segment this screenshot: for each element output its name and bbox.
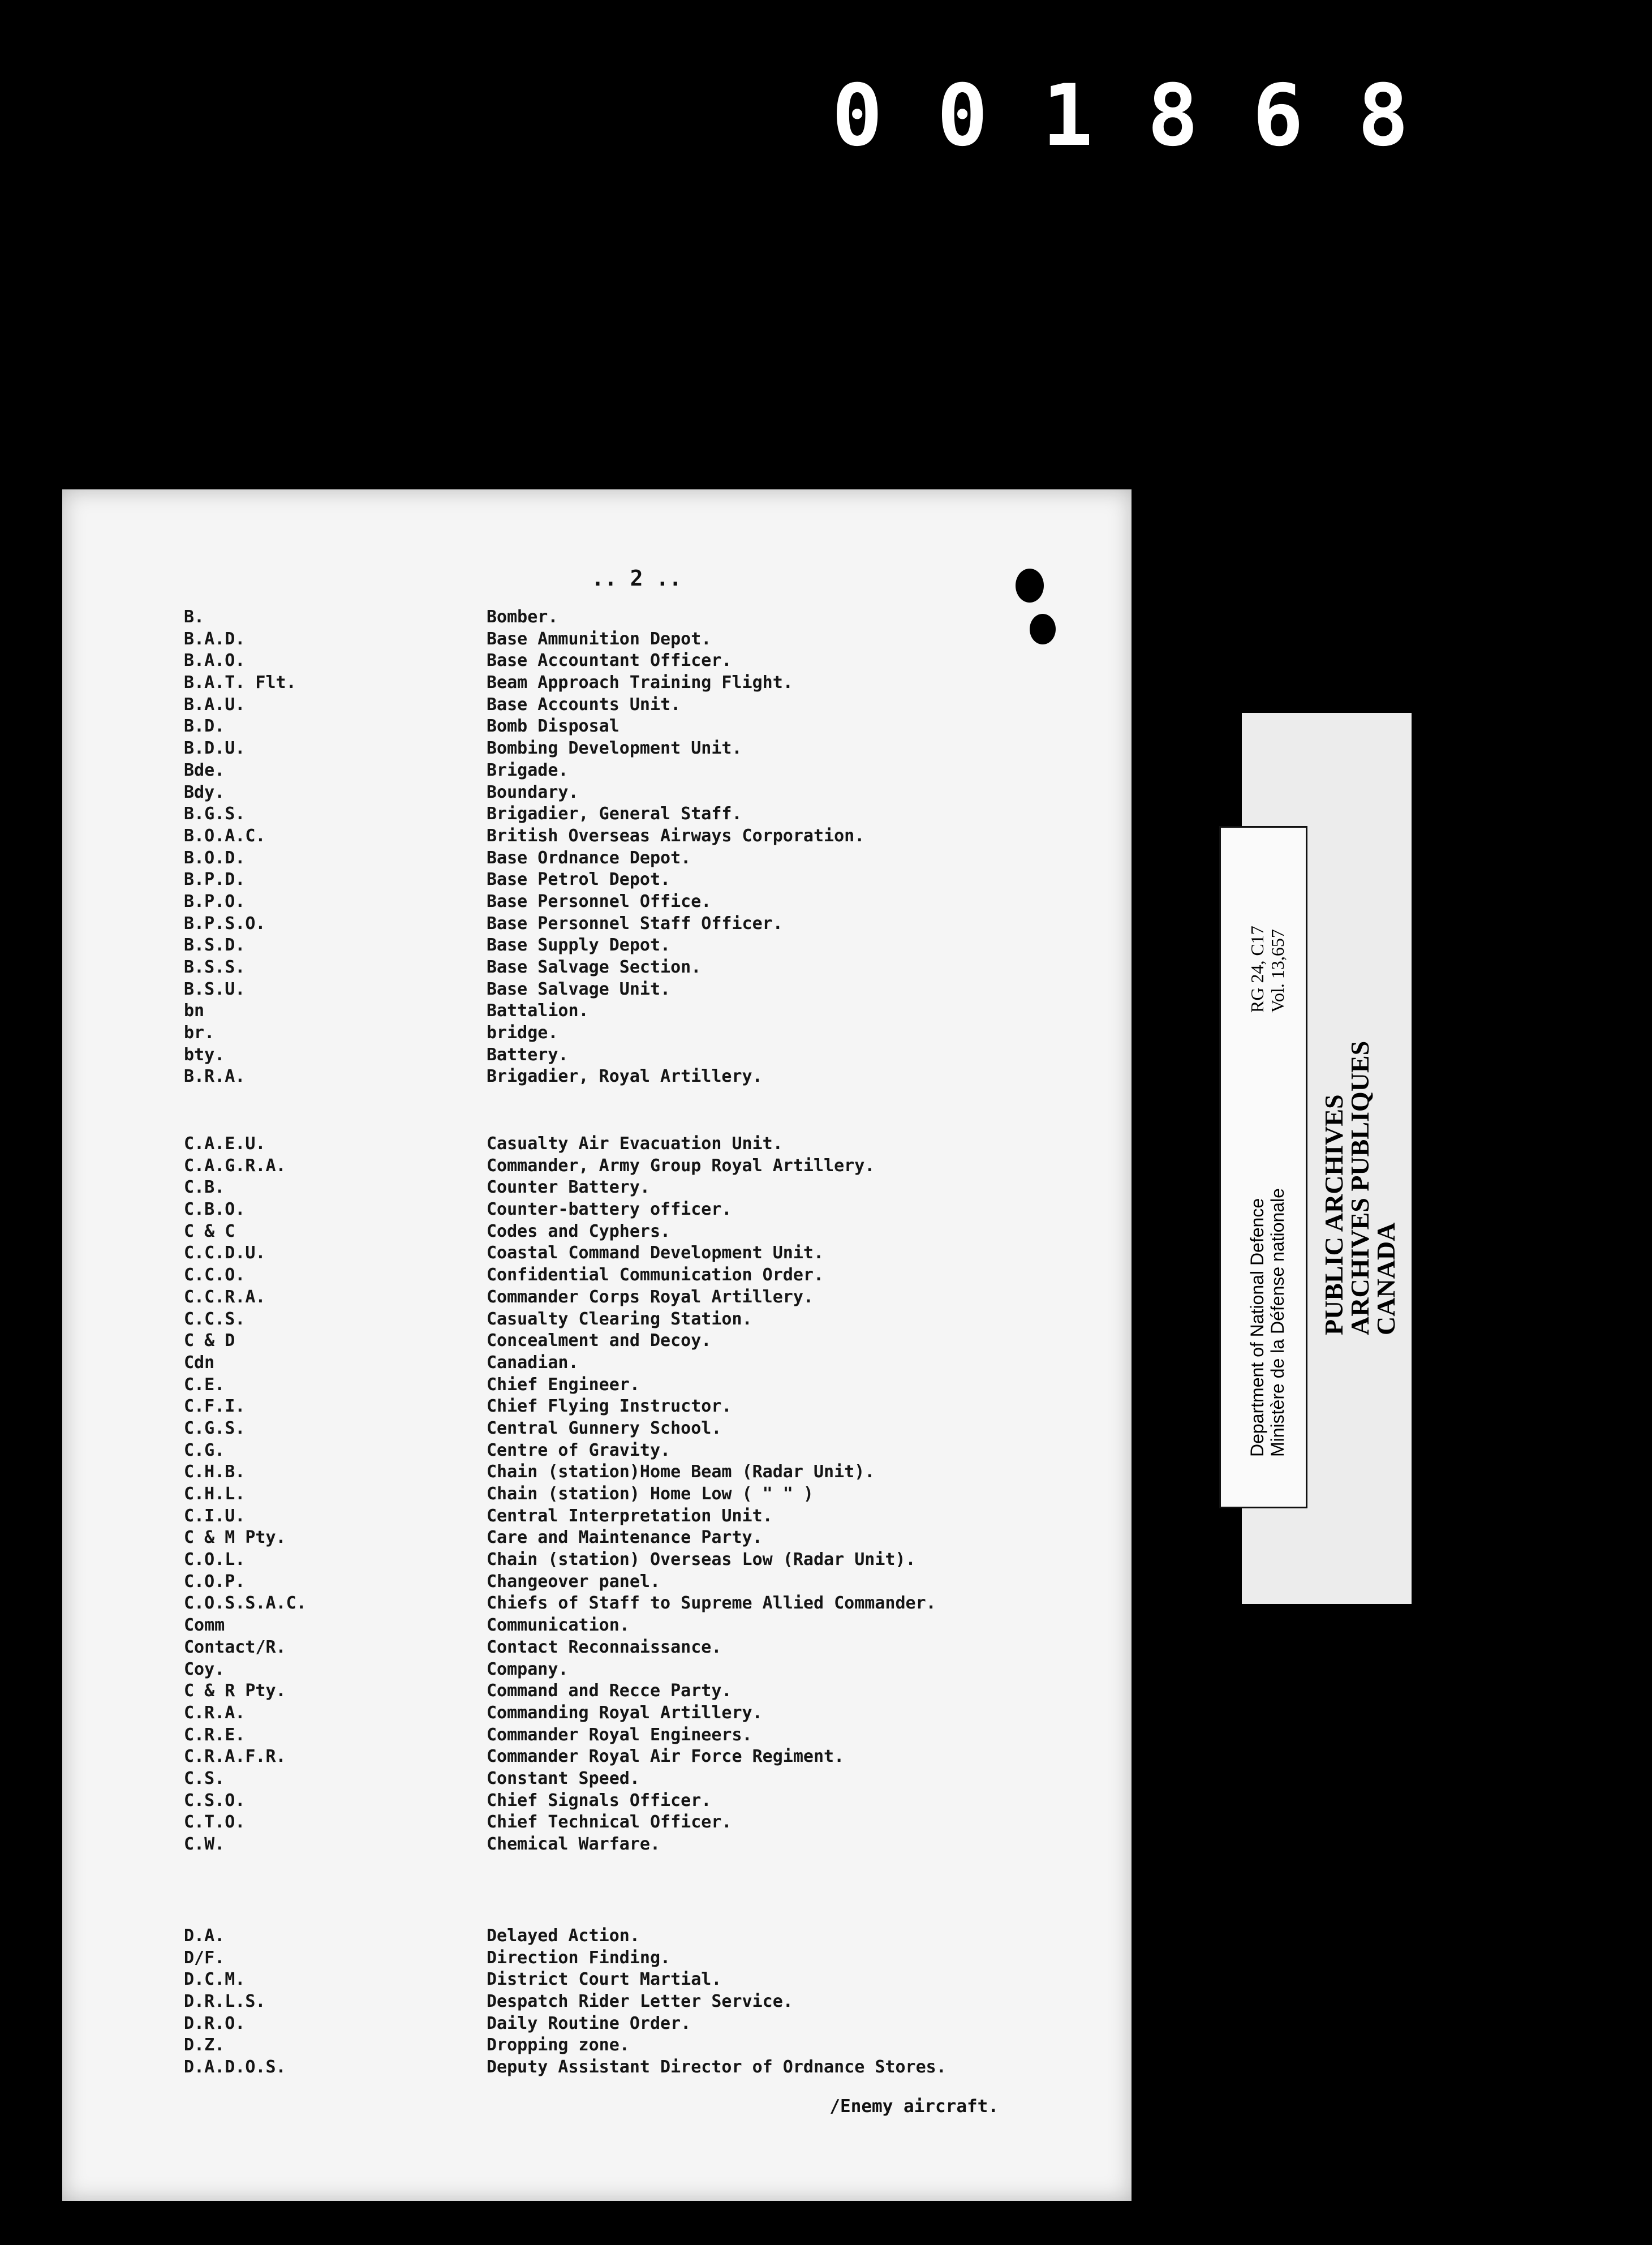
abbreviation-meaning: Confidential Communication Order.	[487, 1265, 824, 1285]
abbreviation: C.O.P.	[184, 1571, 246, 1592]
list-item	[62, 629, 1132, 651]
abbreviation: C & C	[184, 1221, 235, 1241]
list-item	[62, 1000, 1132, 1022]
list-item	[62, 1022, 1132, 1044]
abbreviation: C & R Pty.	[184, 1681, 286, 1701]
list-item	[62, 2035, 1132, 2057]
abbreviation-meaning: Base Supply Depot.	[487, 935, 671, 956]
abbreviation: D.A.	[184, 1926, 225, 1946]
abbreviation-meaning: Company.	[487, 1659, 569, 1679]
abbreviation: B.A.T. Flt.	[184, 673, 296, 693]
list-item	[62, 694, 1132, 716]
list-item	[62, 1440, 1132, 1462]
list-item	[62, 1790, 1132, 1812]
abbreviation-meaning: Daily Routine Order.	[487, 2013, 691, 2033]
abbreviation: C.H.B.	[184, 1462, 246, 1482]
abbreviation-meaning: Communication.	[487, 1615, 630, 1636]
abbreviation-meaning: Chain (station)Home Beam (Radar Unit).	[487, 1462, 875, 1482]
list-item	[62, 1991, 1132, 2013]
archive-name-fr: ARCHIVES PUBLIQUES	[1345, 1040, 1374, 1335]
frame-digit: 0	[832, 67, 883, 165]
list-item	[62, 1177, 1132, 1199]
abbreviation: C.O.L.	[184, 1550, 246, 1570]
abbreviation: C.H.L.	[184, 1484, 246, 1504]
document-page	[62, 489, 1132, 2201]
abbreviation: Cdn	[184, 1352, 215, 1373]
abbreviation-meaning: Base Salvage Section.	[487, 957, 702, 977]
list-item	[62, 1812, 1132, 1834]
abbreviation-meaning: Chemical Warfare.	[487, 1834, 661, 1854]
record-group: RG 24, C17	[1247, 926, 1267, 1013]
abbreviation-meaning: Commanding Royal Artillery.	[487, 1702, 763, 1723]
list-item	[62, 1461, 1132, 1483]
frame-digit: 1	[1042, 67, 1094, 165]
abbreviation: C.C.D.U.	[184, 1243, 266, 1263]
list-item	[62, 1947, 1132, 1969]
list-item	[62, 803, 1132, 825]
list-item	[62, 1724, 1132, 1747]
abbreviation: C.R.E.	[184, 1724, 246, 1745]
list-item	[62, 1834, 1132, 1856]
abbreviation-meaning: Casualty Clearing Station.	[487, 1309, 752, 1329]
abbreviation-meaning: Dropping zone.	[487, 2035, 630, 2055]
abbreviation: B.S.U.	[184, 979, 246, 999]
abbreviation-meaning: Base Salvage Unit.	[487, 979, 671, 999]
list-item	[62, 1680, 1132, 1702]
archive-department	[1247, 1188, 1288, 1457]
archive-stamp	[1321, 1041, 1399, 1335]
abbreviation: D.R.L.S.	[184, 1992, 266, 2012]
list-item	[62, 957, 1132, 979]
abbreviation-meaning: Despatch Rider Letter Service.	[487, 1992, 793, 2012]
abbreviation: C.I.U.	[184, 1506, 246, 1526]
list-item	[62, 848, 1132, 870]
abbreviation-meaning: Concealment and Decoy.	[487, 1331, 712, 1351]
abbreviation: B.P.O.	[184, 891, 246, 911]
list-item	[62, 1925, 1132, 1947]
abbreviation-meaning: District Court Martial.	[487, 1969, 722, 1990]
abbreviation: Bdy.	[184, 782, 225, 802]
abbreviation: C.G.	[184, 1440, 225, 1460]
abbreviation: D.C.M.	[184, 1969, 246, 1990]
abbreviation-meaning: Central Interpretation Unit.	[487, 1506, 773, 1526]
abbreviation-meaning: Chief Engineer.	[487, 1374, 640, 1395]
abbreviation-meaning: Chiefs of Staff to Supreme Allied Commander.	[487, 1593, 936, 1614]
abbreviation: C.S.	[184, 1768, 225, 1788]
archive-country: CANADA	[1371, 1222, 1400, 1335]
list-item	[62, 1702, 1132, 1724]
abbreviation: D.R.O.	[184, 2013, 246, 2033]
list-item	[62, 1593, 1132, 1615]
abbreviation-meaning: Changeover panel.	[487, 1571, 661, 1592]
abbreviations-section-b	[62, 607, 1132, 1088]
list-item	[62, 1309, 1132, 1331]
abbreviation: C.W.	[184, 1834, 225, 1854]
volume: Vol. 13,657	[1267, 929, 1288, 1013]
abbreviation-meaning: Commander Royal Engineers.	[487, 1724, 752, 1745]
list-item	[62, 1155, 1132, 1177]
abbreviation-meaning: Care and Maintenance Party.	[487, 1528, 763, 1548]
list-item	[62, 1330, 1132, 1352]
abbreviation-meaning: Base Petrol Depot.	[487, 870, 671, 890]
abbreviation: B.D.	[184, 716, 225, 737]
abbreviation-meaning: Battalion.	[487, 1001, 589, 1021]
abbreviation: B.O.A.C.	[184, 825, 266, 846]
list-item	[62, 825, 1132, 848]
department-fr: Ministère de la Défense nationale	[1267, 1188, 1288, 1457]
list-item	[62, 1615, 1132, 1637]
abbreviation-meaning: Base Personnel Staff Officer.	[487, 913, 783, 934]
list-item	[62, 1571, 1132, 1593]
abbreviation: B.A.D.	[184, 629, 246, 649]
list-item	[62, 1242, 1132, 1265]
abbreviation: C.C.O.	[184, 1265, 246, 1285]
abbreviation: B.A.O.	[184, 651, 246, 671]
list-item	[62, 738, 1132, 760]
abbreviation-meaning: Beam Approach Training Flight.	[487, 673, 793, 693]
abbreviation-meaning: Direction Finding.	[487, 1947, 671, 1968]
abbreviation: B.P.S.O.	[184, 913, 266, 934]
list-item	[62, 607, 1132, 629]
list-item	[62, 1221, 1132, 1243]
ink-blot	[1016, 569, 1044, 603]
list-item	[62, 1044, 1132, 1066]
abbreviation: C.A.G.R.A.	[184, 1155, 286, 1176]
list-item	[62, 1483, 1132, 1506]
list-item	[62, 760, 1132, 782]
abbreviation: B.A.U.	[184, 694, 246, 715]
abbreviation: C.C.R.A.	[184, 1287, 266, 1307]
frame-digit: 8	[1357, 67, 1409, 165]
abbreviation-meaning: Boundary.	[487, 782, 579, 802]
list-item	[62, 935, 1132, 957]
page-number: .. 2 ..	[591, 566, 682, 591]
list-item	[62, 1746, 1132, 1768]
department-en: Department of National Defence	[1247, 1198, 1267, 1457]
abbreviation: bn	[184, 1001, 205, 1021]
abbreviation-meaning: Battery.	[487, 1044, 569, 1065]
abbreviation-meaning: Central Gunnery School.	[487, 1418, 722, 1438]
abbreviation-meaning: Deputy Assistant Director of Ordnance Stores.	[487, 2057, 947, 2078]
list-item	[62, 913, 1132, 935]
list-item	[62, 1396, 1132, 1418]
abbreviation-meaning: Bomb Disposal	[487, 716, 620, 737]
list-item	[62, 1506, 1132, 1528]
abbreviation-meaning: Centre of Gravity.	[487, 1440, 671, 1460]
abbreviation-meaning: Chain (station) Overseas Low (Radar Unit).	[487, 1550, 916, 1570]
abbreviation: C.G.S.	[184, 1418, 246, 1438]
abbreviation-meaning: Base Ammunition Depot.	[487, 629, 712, 649]
abbreviation: C.B.O.	[184, 1199, 246, 1220]
abbreviation-meaning: British Overseas Airways Corporation.	[487, 825, 865, 846]
abbreviation: Contact/R.	[184, 1637, 286, 1657]
abbreviation: C.O.S.S.A.C.	[184, 1593, 307, 1614]
frame-digit: 0	[936, 67, 988, 165]
abbreviation-meaning: Command and Recce Party.	[487, 1681, 732, 1701]
abbreviation: B.R.A.	[184, 1066, 246, 1087]
abbreviation-meaning: Delayed Action.	[487, 1926, 640, 1946]
list-item	[62, 2013, 1132, 2035]
abbreviation-meaning: Brigadier, Royal Artillery.	[487, 1066, 763, 1087]
list-item	[62, 782, 1132, 804]
abbreviation-meaning: Chain (station) Home Low ( " " )	[487, 1484, 814, 1504]
abbreviation-meaning: Bombing Development Unit.	[487, 738, 742, 759]
list-item	[62, 1527, 1132, 1549]
abbreviation-meaning: Chief Flying Instructor.	[487, 1396, 732, 1417]
abbreviation-meaning: Constant Speed.	[487, 1768, 640, 1788]
microfilm-frame-number	[832, 67, 1409, 165]
abbreviation: B.	[184, 607, 205, 627]
list-item	[62, 891, 1132, 913]
abbreviation: B.P.D.	[184, 870, 246, 890]
abbreviation-meaning: Base Accountant Officer.	[487, 651, 732, 671]
abbreviation-meaning: Codes and Cyphers.	[487, 1221, 671, 1241]
abbreviation-meaning: Commander Corps Royal Artillery.	[487, 1287, 814, 1307]
abbreviation: bty.	[184, 1044, 225, 1065]
abbreviation: C.F.I.	[184, 1396, 246, 1417]
abbreviation: D/F.	[184, 1947, 225, 1968]
archive-reference	[1247, 926, 1288, 1013]
list-item	[62, 1969, 1132, 1991]
abbreviation: D.Z.	[184, 2035, 225, 2055]
abbreviation-meaning: Canadian.	[487, 1352, 579, 1373]
abbreviation: C & D	[184, 1331, 235, 1351]
list-item	[62, 1768, 1132, 1790]
abbreviation-meaning: Base Personnel Office.	[487, 891, 712, 911]
abbreviation: C.B.	[184, 1177, 225, 1198]
abbreviation: C.R.A.	[184, 1702, 246, 1723]
abbreviation: B.O.D.	[184, 848, 246, 868]
list-item	[62, 1265, 1132, 1287]
abbreviation-meaning: Commander, Army Group Royal Artillery.	[487, 1155, 875, 1176]
abbreviation-meaning: Counter Battery.	[487, 1177, 650, 1198]
list-item	[62, 2057, 1132, 2079]
abbreviation: C.A.E.U.	[184, 1134, 266, 1154]
list-item	[62, 1549, 1132, 1571]
abbreviation: C.C.S.	[184, 1309, 246, 1329]
list-item	[62, 716, 1132, 738]
abbreviation: D.A.D.O.S.	[184, 2057, 286, 2078]
abbreviation-meaning: Chief Signals Officer.	[487, 1790, 712, 1810]
abbreviations-section-d	[62, 1925, 1132, 2079]
abbreviation-meaning: Chief Technical Officer.	[487, 1812, 732, 1833]
abbreviation-meaning: Counter-battery officer.	[487, 1199, 732, 1220]
abbreviation: B.S.S.	[184, 957, 246, 977]
list-item	[62, 1287, 1132, 1309]
abbreviation: Coy.	[184, 1659, 225, 1679]
archive-name-en: PUBLIC ARCHIVES	[1319, 1094, 1348, 1335]
abbreviation: Bde.	[184, 760, 225, 780]
abbreviation: B.G.S.	[184, 804, 246, 824]
abbreviation: B.D.U.	[184, 738, 246, 759]
abbreviation-meaning: Base Accounts Unit.	[487, 694, 681, 715]
list-item	[62, 979, 1132, 1001]
abbreviation: C.R.A.F.R.	[184, 1747, 286, 1767]
abbreviation-meaning: Brigadier, General Staff.	[487, 804, 742, 824]
abbreviation: C.T.O.	[184, 1812, 246, 1833]
list-item	[62, 869, 1132, 891]
abbreviation: C.S.O.	[184, 1790, 246, 1810]
abbreviation: C & M Pty.	[184, 1528, 286, 1548]
list-item	[62, 1133, 1132, 1155]
abbreviation: C.E.	[184, 1374, 225, 1395]
abbreviation-meaning: bridge.	[487, 1023, 558, 1043]
frame-digit: 8	[1147, 67, 1199, 165]
list-item	[62, 1418, 1132, 1440]
list-item	[62, 650, 1132, 672]
abbreviation-meaning: Casualty Air Evacuation Unit.	[487, 1134, 783, 1154]
abbreviation-meaning: Brigade.	[487, 760, 569, 780]
list-item	[62, 1659, 1132, 1681]
list-item	[62, 1066, 1132, 1088]
continuation-note: /Enemy aircraft.	[829, 2096, 999, 2117]
list-item	[62, 1374, 1132, 1396]
abbreviations-section-c	[62, 1133, 1132, 1856]
abbreviation: Comm	[184, 1615, 225, 1636]
abbreviation-meaning: Base Ordnance Depot.	[487, 848, 691, 868]
abbreviation: br.	[184, 1023, 215, 1043]
abbreviation-meaning: Coastal Command Development Unit.	[487, 1243, 824, 1263]
frame-digit: 6	[1252, 67, 1304, 165]
list-item	[62, 1352, 1132, 1374]
list-item	[62, 1637, 1132, 1659]
abbreviation: B.S.D.	[184, 935, 246, 956]
abbreviation-meaning: Contact Reconnaissance.	[487, 1637, 722, 1657]
list-item	[62, 672, 1132, 694]
list-item	[62, 1199, 1132, 1221]
abbreviation-meaning: Bomber.	[487, 607, 558, 627]
abbreviation-meaning: Commander Royal Air Force Regiment.	[487, 1747, 845, 1767]
